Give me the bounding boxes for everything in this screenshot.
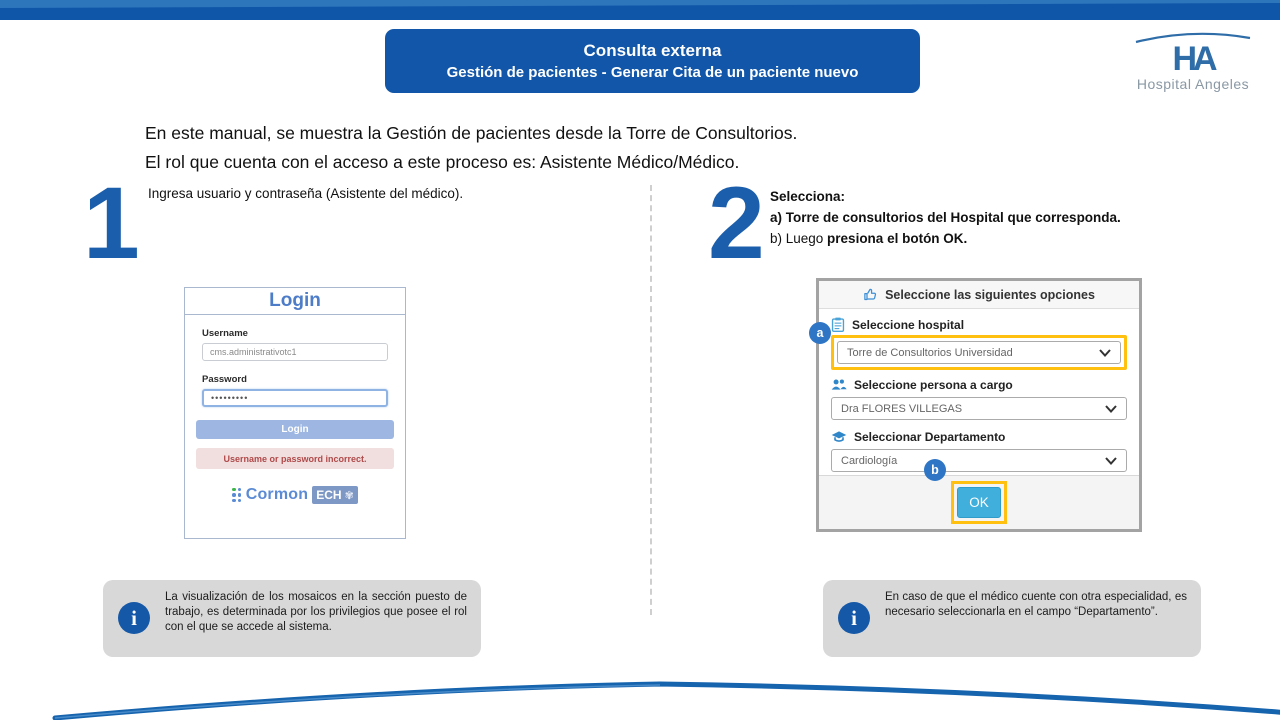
info-icon: i <box>118 602 150 634</box>
chevron-down-icon <box>1105 457 1117 465</box>
bottom-swoosh-decoration <box>0 660 1280 720</box>
password-label: Password <box>202 374 247 385</box>
department-label-text: Seleccionar Departamento <box>854 429 1006 444</box>
intro-line-2: El rol que cuenta con el acceso a este proceso es: Asistente Médico/Médico. <box>145 152 740 172</box>
cormon-wordmark: Cormon <box>245 486 309 503</box>
ech-label: ECH <box>316 488 342 502</box>
step-2-instruction-b <box>770 228 1121 249</box>
slide-title-banner <box>385 29 920 93</box>
atom-flower-icon: ✾ <box>344 488 354 502</box>
department-field-label <box>831 428 1127 445</box>
slide-title: Consulta externa <box>583 41 722 60</box>
note-step-2 <box>823 580 1201 657</box>
chevron-down-icon <box>1099 349 1111 357</box>
cormon-dots-icon <box>232 488 242 503</box>
step-1-instruction: Ingresa usuario y contraseña (Asistente del médico). <box>148 186 464 201</box>
person-label-text: Seleccione persona a cargo <box>854 377 1013 392</box>
step-2-instruction-b-prefix: b) Luego <box>770 231 828 246</box>
step-2-instruction-a: a) Torre de consultorios del Hospital que corresponda. <box>770 210 1121 225</box>
note-step-2-text: En caso de que el médico cuente con otra especialidad, es necesario seleccionarla en el campo “Departamento”. <box>885 591 1187 618</box>
chevron-down-icon <box>1105 405 1117 413</box>
graduation-cap-icon <box>831 430 847 443</box>
username-label: Username <box>202 328 248 339</box>
ok-button[interactable]: OK <box>957 487 1001 518</box>
step-2-number: 2 <box>708 166 761 280</box>
intro-line-1: En este manual, se muestra la Gestión de pacientes desde la Torre de Consultorios. <box>145 123 798 143</box>
login-error-message: Username or password incorrect. <box>196 448 394 469</box>
dialog-title: Seleccione las siguientes opciones <box>885 287 1095 302</box>
people-icon <box>831 378 847 391</box>
dialog-body <box>819 309 1139 475</box>
callout-badge-b: b <box>924 459 946 481</box>
department-select-value: Cardiología <box>841 454 898 467</box>
info-icon: i <box>838 602 870 634</box>
hospital-angeles-logo <box>1128 28 1258 90</box>
login-button[interactable]: Login <box>196 420 394 439</box>
dialog-footer <box>819 475 1139 529</box>
thumbs-up-icon <box>863 287 878 302</box>
dialog-header <box>819 281 1139 309</box>
username-field[interactable]: cms.administrativotc1 <box>202 343 388 361</box>
note-step-1 <box>103 580 481 657</box>
step-2-instruction <box>770 186 1121 249</box>
hospital-select-value: Torre de Consultorios Universidad <box>847 346 1013 359</box>
logo-brand-letters: HA <box>1172 40 1214 78</box>
password-field[interactable]: ••••••••• <box>202 389 388 407</box>
select-options-dialog <box>816 278 1142 532</box>
cormon-ech-logo <box>185 486 405 504</box>
department-select[interactable] <box>831 449 1127 472</box>
top-ribbon-banner <box>0 0 1280 22</box>
section-divider <box>650 185 652 615</box>
ech-badge <box>312 486 358 504</box>
step-1-number: 1 <box>83 166 136 280</box>
intro-paragraph <box>145 119 797 177</box>
hospital-select[interactable] <box>837 341 1121 364</box>
step-2-instruction-b-bold: presiona el botón OK. <box>827 231 968 246</box>
clipboard-icon <box>831 317 845 332</box>
hospital-field-label <box>831 316 1127 333</box>
note-step-1-text: La visualización de los mosaicos en la sección puesto de trabajo, es determinada por los privilegios que posee el rol con el que se accede al sistema. <box>165 591 467 633</box>
hospital-label-text: Seleccione hospital <box>852 317 965 332</box>
step-2-instruction-title: Selecciona: <box>770 189 846 204</box>
logo-brand-name: Hospital Angeles <box>1136 76 1250 92</box>
ok-button-highlight <box>951 481 1007 524</box>
callout-badge-a: a <box>809 322 831 344</box>
person-field-label <box>831 376 1127 393</box>
person-select[interactable] <box>831 397 1127 420</box>
hospital-select-highlight <box>831 335 1127 370</box>
login-panel <box>184 287 406 539</box>
slide-subtitle: Gestión de pacientes - Generar Cita de un paciente nuevo <box>446 64 859 81</box>
login-title: Login <box>185 288 405 315</box>
person-select-value: Dra FLORES VILLEGAS <box>841 402 963 415</box>
